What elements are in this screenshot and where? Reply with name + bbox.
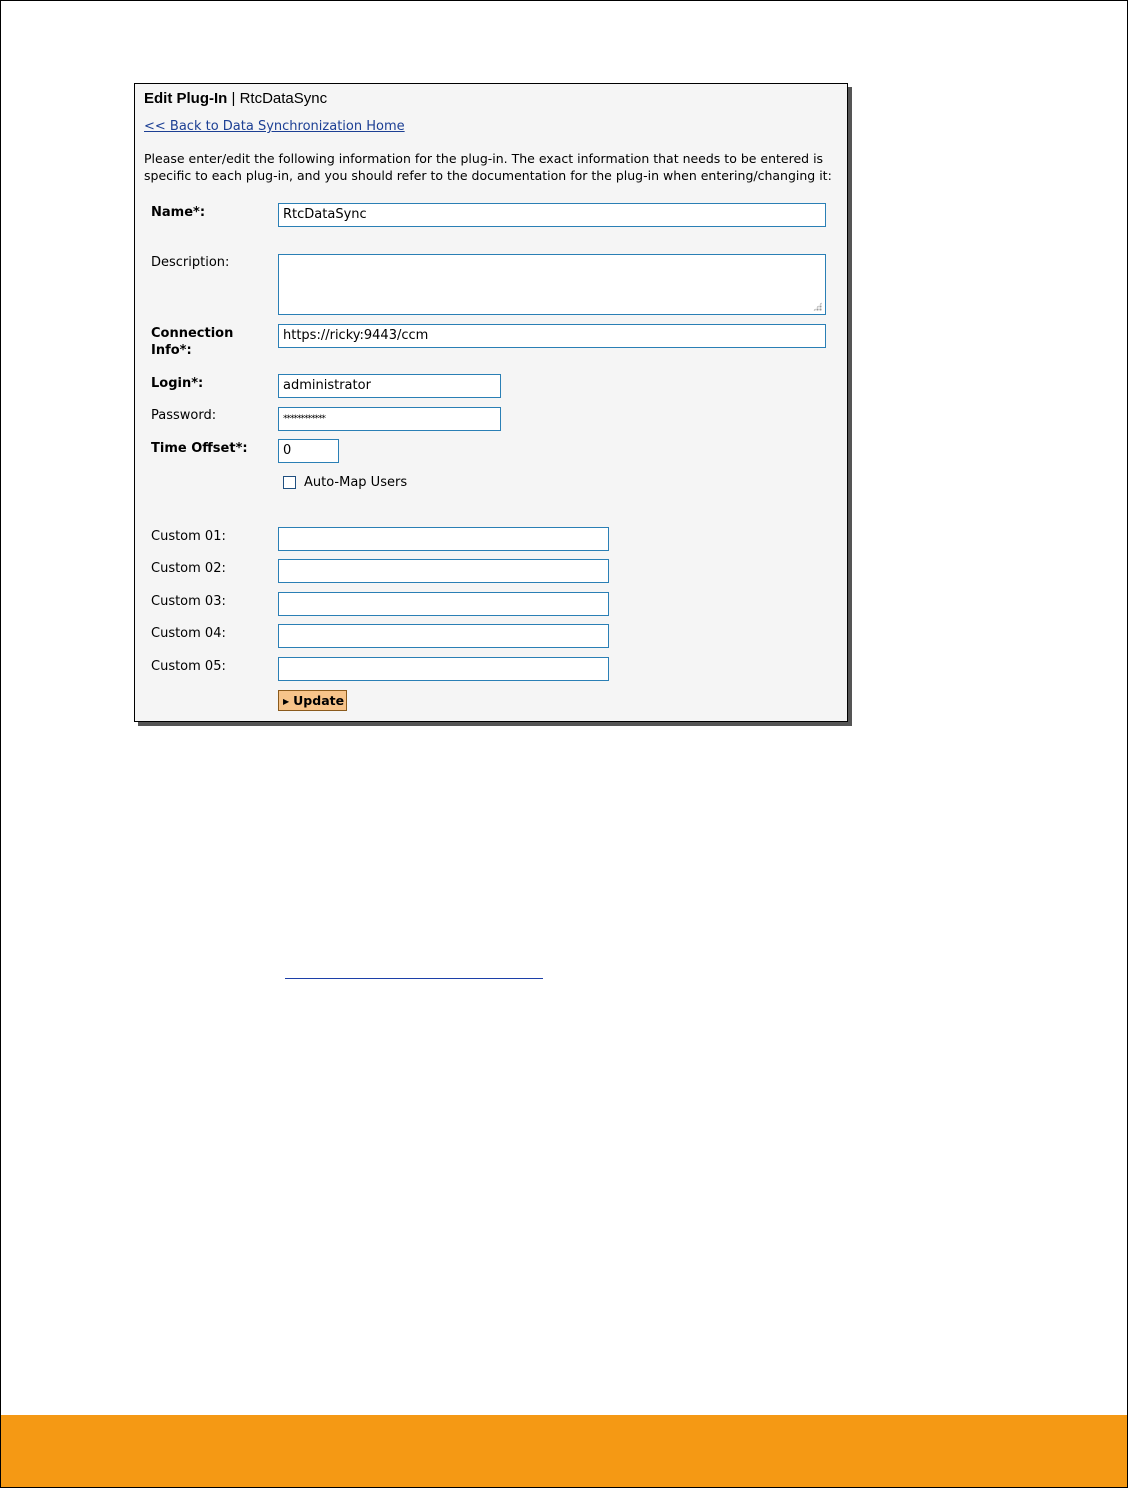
link-underline — [285, 978, 543, 979]
custom-05-label: Custom 05: — [151, 659, 226, 674]
login-label: Login*: — [151, 376, 204, 391]
time-offset-label: Time Offset*: — [151, 441, 248, 456]
connection-info-input[interactable]: https://ricky:9443/ccm — [278, 324, 826, 348]
title-separator: | — [227, 90, 240, 107]
description-textarea[interactable] — [278, 254, 826, 315]
password-input[interactable]: ************ — [278, 407, 501, 431]
edit-plugin-panel — [134, 83, 848, 722]
back-to-home-link[interactable]: << Back to Data Synchronization Home — [144, 119, 405, 134]
automap-users-label: Auto-Map Users — [304, 475, 408, 490]
connection-info-label: Connection Info*: — [151, 326, 234, 358]
description-label: Description: — [151, 255, 230, 270]
custom-02-label: Custom 02: — [151, 561, 226, 576]
name-label: Name*: — [151, 205, 206, 220]
custom-03-label: Custom 03: — [151, 594, 226, 609]
custom-05-input[interactable] — [278, 657, 609, 681]
custom-01-label: Custom 01: — [151, 529, 226, 544]
time-offset-input[interactable]: 0 — [278, 439, 339, 463]
page-title — [144, 90, 327, 107]
login-input[interactable]: administrator — [278, 374, 501, 398]
password-label: Password: — [151, 408, 217, 423]
custom-02-input[interactable] — [278, 559, 609, 583]
custom-04-input[interactable] — [278, 624, 609, 648]
intro-text: Please enter/edit the following information for the plug-in. The exact information that needs to be entered is specific to each plug-in, and you should refer to the documentation for the plug-in when entering/changing it: — [144, 151, 832, 183]
play-arrow-icon: ▶ — [283, 697, 290, 706]
custom-01-input[interactable] — [278, 527, 609, 551]
update-button-label: Update — [293, 693, 345, 708]
name-input[interactable]: RtcDataSync — [278, 203, 826, 227]
update-button[interactable] — [278, 690, 347, 711]
title-plugin-name: RtcDataSync — [239, 90, 328, 107]
footer-bar — [1, 1415, 1127, 1487]
title-bold: Edit Plug-In — [144, 90, 228, 107]
automap-users-checkbox[interactable] — [283, 476, 296, 489]
custom-03-input[interactable] — [278, 592, 609, 616]
custom-04-label: Custom 04: — [151, 626, 226, 641]
resize-grip-icon[interactable] — [813, 302, 822, 311]
